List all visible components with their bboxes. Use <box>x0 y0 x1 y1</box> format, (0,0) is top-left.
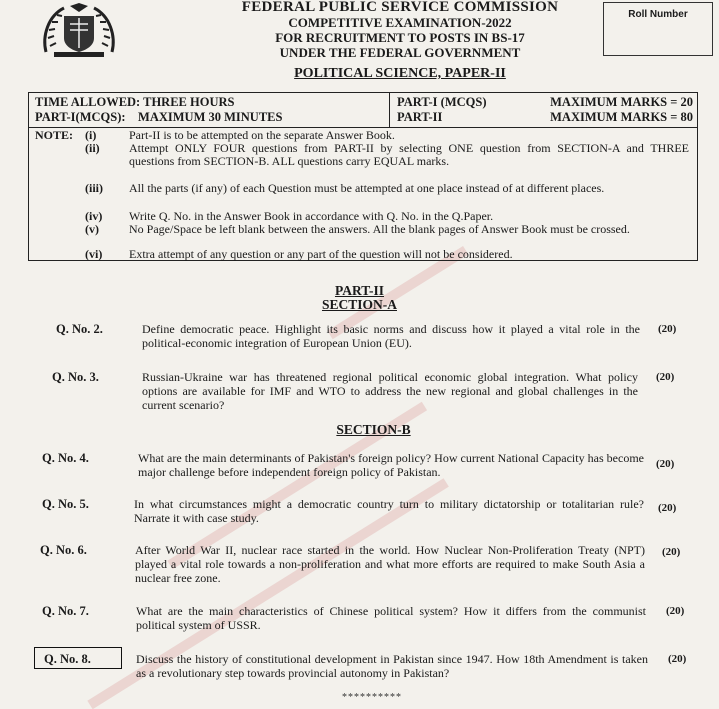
header-line-2: COMPETITIVE EXAMINATION-2022 <box>288 15 512 30</box>
question-item <box>42 497 692 527</box>
question-marks: (20) <box>658 323 677 335</box>
question-marks: (20) <box>662 546 681 558</box>
note-item <box>85 142 689 168</box>
question-text: Discuss the history of constitutional development in Pakistan since 1947. How 18th Amendment is taken as a revolutionary step towards provincial autonomy in Pakistan? <box>136 652 648 680</box>
question-marks: (20) <box>666 605 685 617</box>
fpsc-emblem-icon <box>40 2 118 58</box>
note-item <box>85 182 689 195</box>
part-heading: PART-II <box>334 283 385 298</box>
question-number: Q. No. 8. <box>44 652 91 666</box>
time-allowed: TIME ALLOWED: THREE HOURS <box>35 95 235 109</box>
note-number: (vi) <box>85 247 103 261</box>
section-b-heading: SECTION-B <box>336 422 411 437</box>
note-text: Extra attempt of any question or any part of the question will not be considered. <box>129 247 513 261</box>
exam-header <box>190 0 610 81</box>
question-item <box>44 652 692 696</box>
roll-number-box[interactable] <box>603 2 713 56</box>
note-label: NOTE: <box>35 128 74 142</box>
question-marks: (20) <box>656 371 675 383</box>
note-number: (v) <box>85 222 99 236</box>
part1-mcqs-time: PART-I(MCQS): MAXIMUM 30 MINUTES <box>35 110 283 124</box>
question-text: After World War II, nuclear race started in the world. How Nuclear Non-Proliferation Treaty (NPT) played a vital role towards a non-proliferation and what more efforts are required to make South Asia a nuclear free zone. <box>135 543 645 585</box>
question-text: What are the main determinants of Pakistan's foreign policy? How current National Capacity has become major challenge before independent foreign policy of Pakistan. <box>138 451 644 479</box>
paper-title: POLITICAL SCIENCE, PAPER-II <box>294 66 506 81</box>
part2-label: PART-II <box>397 110 443 124</box>
question-item <box>52 370 686 414</box>
header-line-4: UNDER THE FEDERAL GOVERNMENT <box>279 45 521 60</box>
question-number: Q. No. 5. <box>42 497 89 511</box>
question-number: Q. No. 7. <box>42 604 89 618</box>
question-number: Q. No. 3. <box>52 370 99 384</box>
time-marks-box <box>28 92 698 128</box>
question-item <box>42 451 692 481</box>
note-number: (i) <box>85 128 97 142</box>
question-number: Q. No. 2. <box>56 322 103 336</box>
note-item <box>85 248 689 261</box>
note-text: No Page/Space be left blank between the answers. All the blank pages of Answer Book must be crossed. <box>129 222 630 236</box>
question-number: Q. No. 6. <box>40 543 87 557</box>
question-item <box>42 604 692 634</box>
note-number: (ii) <box>85 141 100 155</box>
instructions-box <box>28 128 698 261</box>
question-text: Russian-Ukraine war has threatened regional political economic global integration. What policy options are available for IMF and WTO to address the new regional and global challenges in the current scenario? <box>142 370 638 412</box>
question-item <box>40 543 690 587</box>
note-text: Part-II is to be attempted on the separate Answer Book. <box>129 128 395 142</box>
question-marks: (20) <box>668 653 687 665</box>
header-line-1: FEDERAL PUBLIC SERVICE COMMISSION <box>241 0 559 15</box>
note-number: (iv) <box>85 209 103 223</box>
section-a-heading: SECTION-A <box>321 297 397 312</box>
question-text: What are the main characteristics of Chinese political system? How it differs from the communist political system of USSR. <box>136 604 646 632</box>
header-line-3: FOR RECRUITMENT TO POSTS IN BS-17 <box>275 30 525 45</box>
roll-number-label: Roll Number <box>628 9 688 20</box>
divider <box>389 93 390 127</box>
question-item <box>56 322 686 352</box>
question-marks: (20) <box>658 502 677 514</box>
note-text: Attempt ONLY FOUR questions from PART-II by selecting ONE question from SECTION-A and THREE questions from SECTION-B. ALL questions carry EQUAL marks. <box>129 141 689 168</box>
question-text: In what circumstances might a democratic country turn to military dictatorship or totalitarian rule? Narrate it with case study. <box>134 497 644 525</box>
question-marks: (20) <box>656 458 675 470</box>
question-text: Define democratic peace. Highlight its basic norms and discuss how it played a vital role in the political-economic integration of European Union (EU). <box>142 322 640 350</box>
note-number: (iii) <box>85 181 103 195</box>
note-text: Write Q. No. in the Answer Book in accordance with Q. No. in the Q.Paper. <box>129 209 494 223</box>
end-of-paper-stars: ********** <box>342 692 402 703</box>
part1-label: PART-I (MCQS) <box>397 95 487 109</box>
question-number: Q. No. 4. <box>42 451 89 465</box>
note-item <box>85 223 689 236</box>
max-marks-part1: MAXIMUM MARKS = 20 <box>550 95 693 109</box>
note-text: All the parts (if any) of each Question must be attempted at one place instead of at different places. <box>129 181 605 195</box>
max-marks-part2: MAXIMUM MARKS = 80 <box>550 110 693 124</box>
